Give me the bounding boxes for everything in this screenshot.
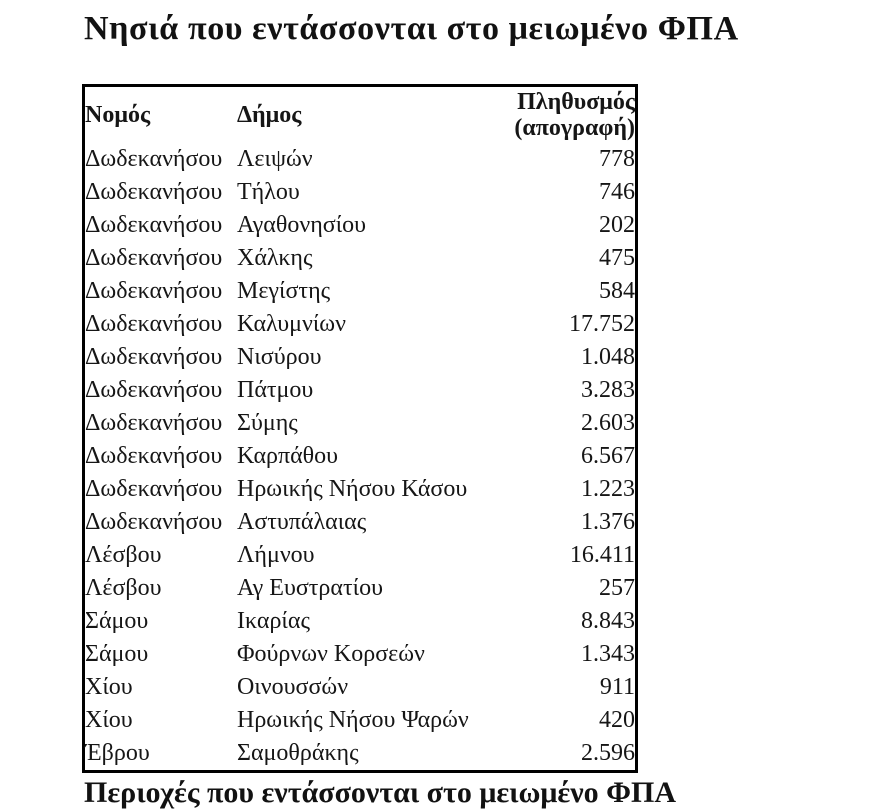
- table-row: [85, 275, 635, 308]
- table-row: [85, 341, 635, 374]
- table-row: [85, 638, 635, 671]
- partially-visible-text: Περιοχές που εντάσσονται στο μειωμένο ΦΠΑ: [84, 776, 676, 809]
- cell-nomos: Δωδεκανήσου: [85, 146, 223, 172]
- table-row: [85, 242, 635, 275]
- cell-population: 778: [599, 146, 635, 172]
- cell-dimos: Ηρωικής Νήσου Ψαρών: [237, 707, 469, 733]
- cell-dimos: Καρπάθου: [237, 443, 339, 469]
- cell-nomos: Δωδεκανήσου: [85, 245, 223, 271]
- cell-nomos: Σάμου: [85, 641, 149, 667]
- cell-population: 257: [599, 575, 635, 601]
- cell-population: 8.843: [581, 608, 635, 634]
- population-header-line2: (απογραφή): [514, 115, 635, 141]
- cell-dimos: Ηρωικής Νήσου Κάσου: [237, 476, 468, 502]
- table-row: [85, 407, 635, 440]
- cell-dimos: Μεγίστης: [237, 278, 331, 304]
- table-row: [85, 671, 635, 704]
- table-row: [85, 374, 635, 407]
- cell-nomos: Δωδεκανήσου: [85, 410, 223, 436]
- cell-population: 420: [599, 707, 635, 733]
- table-row: [85, 176, 635, 209]
- cell-nomos: Σάμου: [85, 608, 149, 634]
- cell-population: 16.411: [569, 542, 635, 568]
- cell-nomos: Έβρου: [85, 740, 150, 766]
- cell-population: 6.567: [581, 443, 635, 469]
- cell-nomos: Δωδεκανήσου: [85, 212, 223, 238]
- cell-nomos: Δωδεκανήσου: [85, 344, 223, 370]
- cell-nomos: Δωδεκανήσου: [85, 476, 223, 502]
- cell-population: 911: [599, 674, 635, 700]
- cell-nomos: Δωδεκανήσου: [85, 377, 223, 403]
- cell-dimos: Φούρνων Κορσεών: [237, 641, 425, 667]
- page-title: Νησιά που εντάσσονται στο μειωμένο ΦΠΑ: [84, 10, 739, 47]
- header-row: [85, 87, 635, 143]
- cell-dimos: Λειψών: [237, 146, 313, 172]
- cell-dimos: Σύμης: [237, 410, 298, 436]
- cell-population: 1.343: [581, 641, 635, 667]
- column-header-dimos: Δήμος: [237, 101, 302, 128]
- table-header: [85, 87, 635, 143]
- cell-nomos: Λέσβου: [85, 575, 162, 601]
- cell-nomos: Δωδεκανήσου: [85, 278, 223, 304]
- table-row: [85, 572, 635, 605]
- cell-dimos: Νισύρου: [237, 344, 322, 370]
- table-row: [85, 539, 635, 572]
- cell-nomos: Χίου: [85, 674, 133, 700]
- table-row: [85, 440, 635, 473]
- cell-dimos: Χάλκης: [237, 245, 313, 271]
- table-body: [85, 143, 635, 770]
- table-row: [85, 704, 635, 737]
- cell-population: 746: [599, 179, 635, 205]
- cell-dimos: Λήμνου: [237, 542, 315, 568]
- table-row: [85, 605, 635, 638]
- cell-population: 475: [599, 245, 635, 271]
- cell-population: 2.596: [581, 740, 635, 766]
- table-row: [85, 473, 635, 506]
- cell-dimos: Τήλου: [237, 179, 300, 205]
- cell-population: 1.376: [581, 509, 635, 535]
- table-row: [85, 506, 635, 539]
- cell-population: 2.603: [581, 410, 635, 436]
- cell-nomos: Λέσβου: [85, 542, 162, 568]
- cell-dimos: Καλυμνίων: [237, 311, 346, 337]
- cell-population: 584: [599, 278, 635, 304]
- cell-population: 202: [599, 212, 635, 238]
- cell-dimos: Οινουσσών: [237, 674, 349, 700]
- cell-dimos: Σαμοθράκης: [237, 740, 359, 766]
- cell-population: 1.223: [581, 476, 635, 502]
- islands-table-container: [82, 84, 638, 773]
- cell-dimos: Ικαρίας: [237, 608, 310, 634]
- cell-population: 3.283: [581, 377, 635, 403]
- cell-nomos: Δωδεκανήσου: [85, 443, 223, 469]
- cell-nomos: Δωδεκανήσου: [85, 509, 223, 535]
- cell-nomos: Χίου: [85, 707, 133, 733]
- cell-nomos: Δωδεκανήσου: [85, 179, 223, 205]
- table-row: [85, 209, 635, 242]
- cell-dimos: Αστυπάλαιας: [237, 509, 367, 535]
- table-row: [85, 737, 635, 770]
- islands-table: [85, 87, 635, 770]
- cell-dimos: Πάτμου: [237, 377, 314, 403]
- column-header-population: [477, 87, 635, 143]
- column-header-nomos: Νομός: [85, 101, 151, 128]
- cell-population: 1.048: [581, 344, 635, 370]
- population-header-line1: Πληθυσμός: [517, 89, 635, 115]
- cell-dimos: Αγ Ευστρατίου: [237, 575, 383, 601]
- table-row: [85, 308, 635, 341]
- table-row: [85, 143, 635, 176]
- cell-dimos: Αγαθονησίου: [237, 212, 367, 238]
- cell-nomos: Δωδεκανήσου: [85, 311, 223, 337]
- cell-population: 17.752: [569, 311, 635, 337]
